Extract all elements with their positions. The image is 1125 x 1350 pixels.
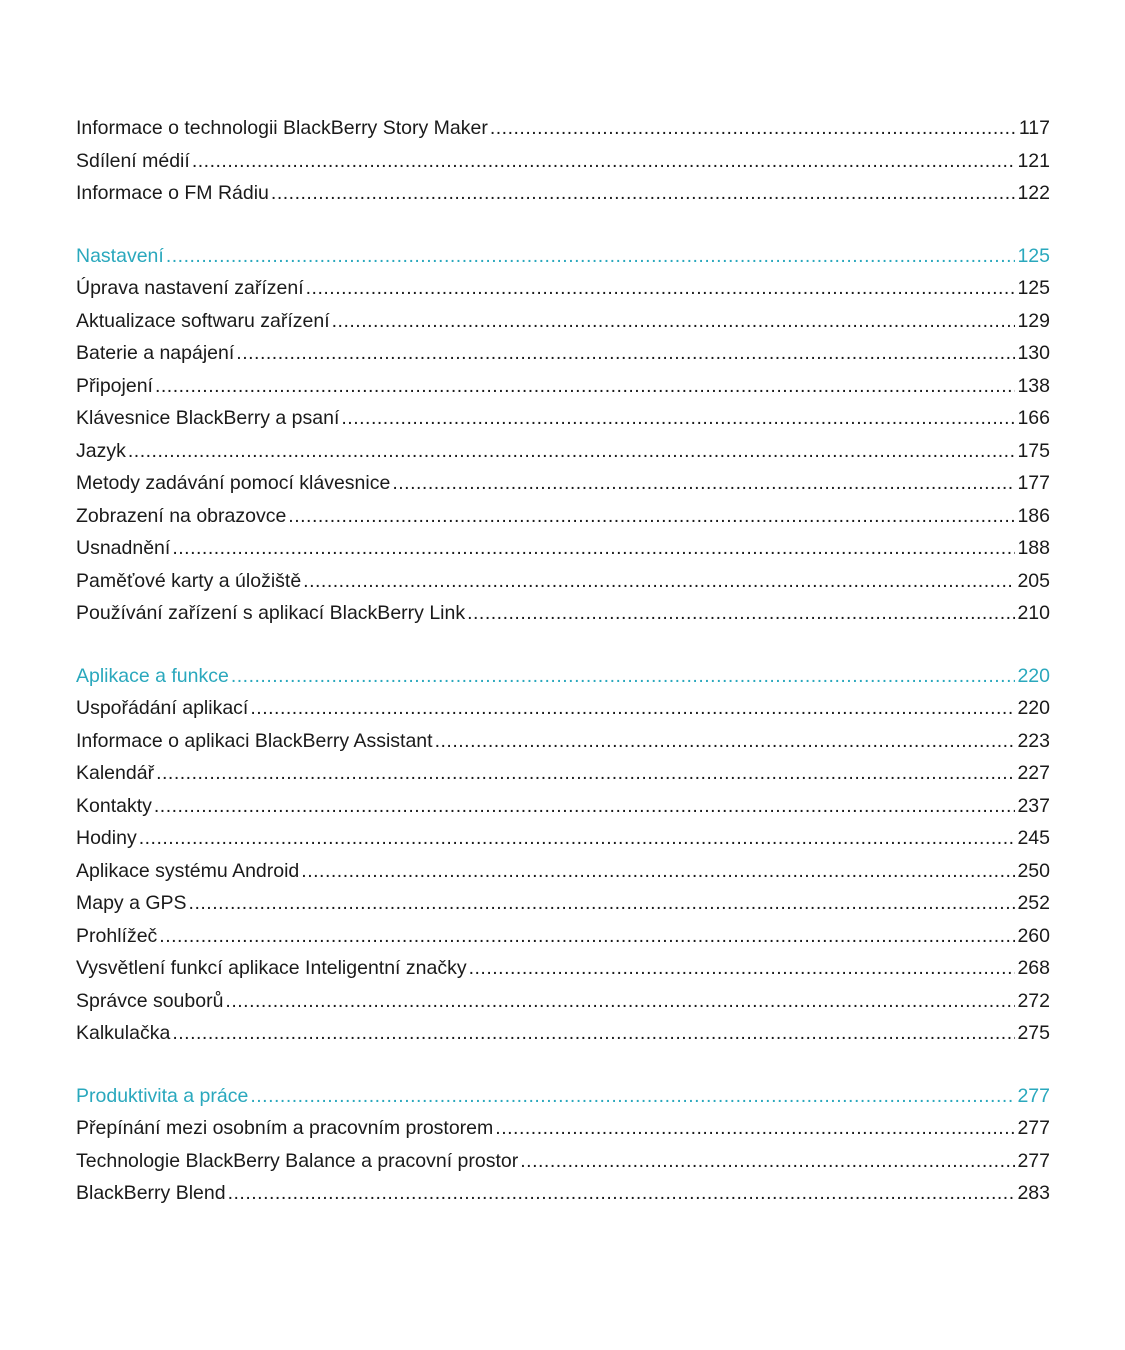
toc-entry[interactable] — [76, 1177, 1050, 1210]
toc-entry[interactable] — [76, 985, 1050, 1018]
toc-section-heading[interactable] — [76, 1080, 1050, 1113]
dot-leader — [166, 240, 1016, 273]
page-number: 129 — [1017, 309, 1050, 332]
page-number: 220 — [1017, 664, 1050, 687]
dot-leader — [236, 337, 1015, 370]
page-number: 227 — [1017, 762, 1050, 784]
page-number: 117 — [1018, 117, 1050, 139]
page-number: 166 — [1017, 407, 1050, 429]
toc-entry[interactable] — [76, 112, 1050, 145]
toc-entry[interactable] — [76, 692, 1050, 725]
toc-entry-title: Informace o technologii BlackBerry Story Maker — [76, 117, 488, 139]
toc-entry-title: Klávesnice BlackBerry a psaní — [76, 407, 340, 429]
toc-entry[interactable] — [76, 1112, 1050, 1145]
toc-entry[interactable] — [76, 887, 1050, 920]
toc-entry-title: Kalendář — [76, 762, 155, 784]
toc-entry-title: Produktivita a práce — [76, 1084, 249, 1107]
toc-entry-title: Prohlížeč — [76, 924, 158, 947]
page-number: 277 — [1017, 1084, 1050, 1107]
dot-leader — [469, 952, 1016, 985]
toc-entry[interactable] — [76, 435, 1050, 468]
dot-leader — [128, 435, 1016, 468]
page-number: 177 — [1017, 472, 1050, 494]
toc-entry-title: Používání zařízení s aplikací BlackBerry Link — [76, 602, 466, 624]
toc-section-heading[interactable] — [76, 240, 1050, 273]
dot-leader — [139, 822, 1016, 855]
dot-leader — [520, 1145, 1015, 1178]
dot-leader — [271, 177, 1016, 210]
page-number: 277 — [1017, 1117, 1050, 1139]
toc-group — [76, 112, 1050, 210]
dot-leader — [225, 985, 1015, 1018]
toc-entry-title: Usnadnění — [76, 537, 171, 559]
dot-leader — [172, 532, 1015, 565]
toc-entry[interactable] — [76, 822, 1050, 855]
toc-entry-title: Informace o FM Rádiu — [76, 182, 269, 204]
page-number: 121 — [1017, 149, 1050, 172]
page-number: 125 — [1017, 244, 1050, 267]
dot-leader — [301, 855, 1015, 888]
toc-entry[interactable] — [76, 272, 1050, 305]
toc-entry-title: Nastavení — [76, 244, 164, 267]
page-number: 205 — [1017, 569, 1050, 592]
toc-entry-title: Aplikace a funkce — [76, 664, 229, 687]
page-number: 186 — [1017, 504, 1050, 527]
table-of-contents — [76, 112, 1050, 1240]
dot-leader — [288, 500, 1015, 533]
page-number: 272 — [1017, 989, 1050, 1012]
toc-group — [76, 660, 1050, 1050]
dot-leader — [332, 305, 1016, 338]
toc-entry-title: Paměťové karty a úložiště — [76, 569, 302, 592]
toc-entry[interactable] — [76, 467, 1050, 500]
dot-leader — [154, 790, 1016, 823]
page-number: 277 — [1017, 1149, 1050, 1172]
toc-entry-title: Úprava nastavení zařízení — [76, 277, 304, 299]
toc-entry[interactable] — [76, 370, 1050, 403]
dot-leader — [250, 1080, 1015, 1113]
page-number: 130 — [1017, 342, 1050, 364]
dot-leader — [306, 272, 1016, 305]
toc-entry-title: Kontakty — [76, 794, 152, 817]
toc-entry[interactable] — [76, 855, 1050, 888]
page-number: 283 — [1017, 1182, 1050, 1204]
toc-entry[interactable] — [76, 532, 1050, 565]
toc-entry[interactable] — [76, 757, 1050, 790]
toc-entry[interactable] — [76, 145, 1050, 178]
page-number: 223 — [1017, 729, 1050, 752]
page-number: 260 — [1017, 924, 1050, 947]
toc-entry[interactable] — [76, 565, 1050, 598]
toc-entry-title: Přepínání mezi osobním a pracovním prostorem — [76, 1117, 494, 1139]
toc-entry-title: Aplikace systému Android — [76, 859, 300, 882]
dot-leader — [490, 112, 1017, 145]
page-number: 188 — [1017, 537, 1050, 559]
page-number: 122 — [1017, 182, 1050, 204]
toc-entry[interactable] — [76, 177, 1050, 210]
toc-section-heading[interactable] — [76, 660, 1050, 693]
toc-entry[interactable] — [76, 952, 1050, 985]
dot-leader — [189, 887, 1016, 920]
page-number: 220 — [1017, 697, 1050, 719]
dot-leader — [192, 145, 1016, 178]
toc-entry-title: Připojení — [76, 374, 153, 397]
dot-leader — [467, 597, 1015, 630]
dot-leader — [435, 725, 1016, 758]
page-number: 250 — [1017, 859, 1050, 882]
toc-entry-title: Baterie a napájení — [76, 342, 235, 364]
toc-entry[interactable] — [76, 1145, 1050, 1178]
dot-leader — [341, 402, 1015, 435]
toc-entry[interactable] — [76, 597, 1050, 630]
dot-leader — [231, 660, 1016, 693]
toc-entry-title: Správce souborů — [76, 989, 224, 1012]
toc-entry[interactable] — [76, 337, 1050, 370]
dot-leader — [228, 1177, 1016, 1210]
dot-leader — [159, 920, 1015, 953]
dot-leader — [172, 1017, 1015, 1050]
dot-leader — [156, 757, 1015, 790]
toc-entry[interactable] — [76, 402, 1050, 435]
dot-leader — [495, 1112, 1015, 1145]
page-number: 125 — [1017, 277, 1050, 299]
toc-entry-title: Vysvětlení funkcí aplikace Inteligentní značky — [76, 957, 467, 979]
page-number: 138 — [1017, 374, 1050, 397]
toc-entry-title: Jazyk — [76, 439, 126, 462]
toc-entry-title: Informace o aplikaci BlackBerry Assistant — [76, 729, 433, 752]
page-number: 210 — [1017, 602, 1050, 624]
toc-entry-title: Aktualizace softwaru zařízení — [76, 309, 330, 332]
dot-leader — [250, 692, 1015, 725]
page-number: 237 — [1017, 794, 1050, 817]
toc-entry[interactable] — [76, 1017, 1050, 1050]
toc-group — [76, 1080, 1050, 1210]
toc-entry-title: Uspořádání aplikací — [76, 697, 249, 719]
toc-entry-title: BlackBerry Blend — [76, 1182, 226, 1204]
page-number: 175 — [1017, 439, 1050, 462]
toc-entry-title: Zobrazení na obrazovce — [76, 504, 287, 527]
page-number: 245 — [1017, 827, 1050, 849]
toc-entry[interactable] — [76, 305, 1050, 338]
dot-leader — [303, 565, 1015, 598]
toc-entry[interactable] — [76, 725, 1050, 758]
toc-entry[interactable] — [76, 920, 1050, 953]
toc-entry[interactable] — [76, 790, 1050, 823]
toc-entry-title: Hodiny — [76, 827, 137, 849]
toc-entry-title: Sdílení médií — [76, 149, 190, 172]
toc-entry-title: Mapy a GPS — [76, 892, 187, 914]
toc-entry[interactable] — [76, 500, 1050, 533]
page-number: 275 — [1017, 1022, 1050, 1044]
toc-group — [76, 240, 1050, 630]
toc-entry-title: Metody zadávání pomocí klávesnice — [76, 472, 391, 494]
toc-entry-title: Kalkulačka — [76, 1022, 171, 1044]
toc-entry-title: Technologie BlackBerry Balance a pracovní prostor — [76, 1149, 519, 1172]
page-number: 268 — [1017, 957, 1050, 979]
dot-leader — [392, 467, 1015, 500]
page-number: 252 — [1017, 892, 1050, 914]
dot-leader — [155, 370, 1015, 403]
